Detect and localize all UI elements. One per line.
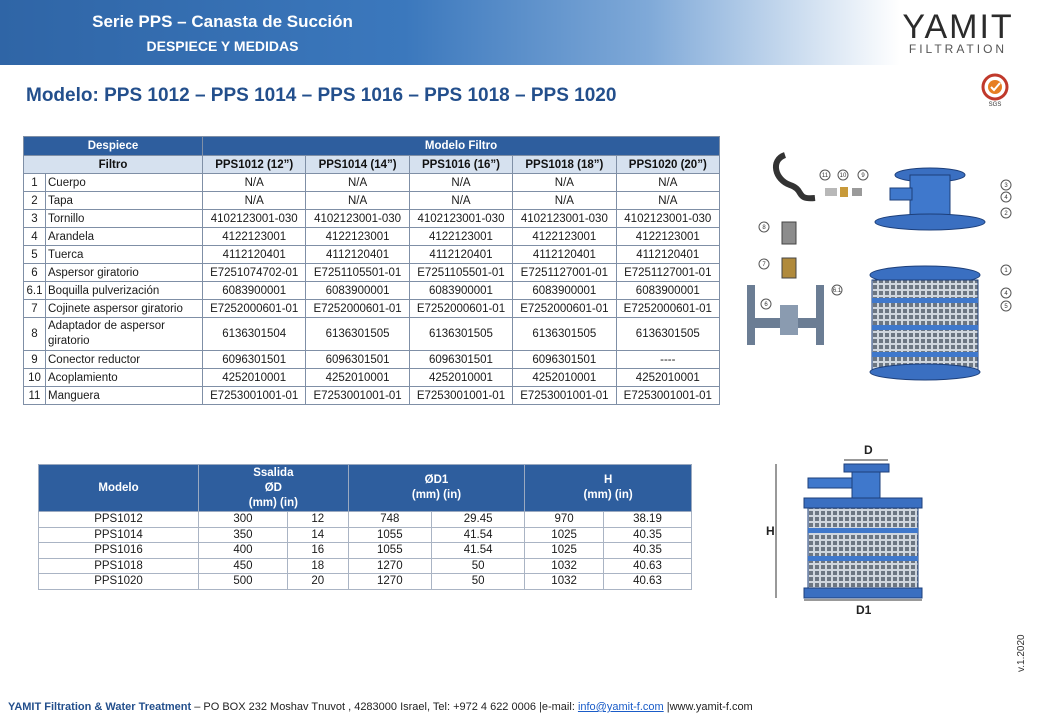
- part-code: 6083900001: [306, 282, 409, 300]
- callout-label: 2: [1004, 211, 1008, 217]
- dims-value: 14: [287, 527, 348, 543]
- part-code: E7252000601-01: [306, 300, 409, 318]
- part-number: 7: [24, 300, 46, 318]
- part-code: N/A: [616, 192, 719, 210]
- part-code: 6136301505: [409, 318, 512, 351]
- dim-label-d1: D1: [856, 603, 872, 617]
- parts-table-body: [24, 174, 720, 405]
- table-row: [24, 264, 720, 282]
- table-row: [24, 228, 720, 246]
- part-code: E7253001001-01: [306, 387, 409, 405]
- part-code: 4122123001: [513, 228, 616, 246]
- dims-header-d1-label: ØD1: [424, 474, 449, 486]
- part-code: 4102123001-030: [616, 210, 719, 228]
- parts-header-model: PPS1014 (14”): [306, 156, 409, 174]
- part-code: E7252000601-01: [409, 300, 512, 318]
- parts-header-modelo: Modelo Filtro: [203, 137, 720, 156]
- dims-value: 1025: [525, 543, 604, 559]
- dims-value: 450: [199, 558, 288, 574]
- table-row: [24, 246, 720, 264]
- dims-value: 970: [525, 512, 604, 528]
- dims-value: 12: [287, 512, 348, 528]
- model-title: Modelo: PPS 1012 – PPS 1014 – PPS 1016 – PPS 1018 – PPS 1020: [26, 85, 617, 106]
- dims-value: 41.54: [431, 527, 524, 543]
- callout-label: 6: [764, 302, 768, 308]
- dims-value: 16: [287, 543, 348, 559]
- part-code: 4252010001: [203, 369, 306, 387]
- part-number: 2: [24, 192, 46, 210]
- dims-value: 40.63: [603, 574, 691, 590]
- dims-value: 20: [287, 574, 348, 590]
- dims-header-d1: [348, 465, 525, 512]
- part-code: 4102123001-030: [306, 210, 409, 228]
- part-code: N/A: [306, 174, 409, 192]
- parts-header-model: PPS1020 (20”): [616, 156, 719, 174]
- footer: [8, 701, 753, 713]
- part-code: 6083900001: [203, 282, 306, 300]
- dims-header-d-units: (mm) (in): [248, 496, 298, 509]
- dims-value: 300: [199, 512, 288, 528]
- part-number: 10: [24, 369, 46, 387]
- table-row: [24, 351, 720, 369]
- part-number: 9: [24, 351, 46, 369]
- part-code: N/A: [616, 174, 719, 192]
- dims-value: 38.19: [603, 512, 691, 528]
- part-number: 8: [24, 318, 46, 351]
- hose-shape: [776, 155, 815, 198]
- dims-header-h-units: (mm) (in): [583, 489, 633, 501]
- dims-header-d: [199, 465, 349, 512]
- part-number: 5: [24, 246, 46, 264]
- dims-value: 18: [287, 558, 348, 574]
- parts-header-despiece: Despiece: [24, 137, 203, 156]
- part-number: 6.1: [24, 282, 46, 300]
- part-name: Tornillo: [46, 210, 203, 228]
- table-row: [24, 282, 720, 300]
- table-row: [24, 369, 720, 387]
- part-code: 4112120401: [306, 246, 409, 264]
- part-number: 1: [24, 174, 46, 192]
- page-subtitle: DESPIECE Y MEDIDAS: [146, 38, 299, 54]
- table-row: [24, 300, 720, 318]
- part-code: 4112120401: [616, 246, 719, 264]
- part-code: 4112120401: [203, 246, 306, 264]
- dims-value: 1025: [525, 527, 604, 543]
- dims-header-modelo: Modelo: [39, 465, 199, 512]
- dimensions-table-body: [39, 512, 692, 590]
- logo-tagline: FILTRATION: [908, 42, 1008, 56]
- part-name: Adaptador de aspersor giratorio: [46, 318, 203, 351]
- dims-value: 400: [199, 543, 288, 559]
- table-row: [39, 574, 692, 590]
- part-code: 4252010001: [409, 369, 512, 387]
- part-code: 6096301501: [306, 351, 409, 369]
- footer-web: |www.yamit-f.com: [663, 701, 753, 713]
- part-number: 4: [24, 228, 46, 246]
- part-code: N/A: [203, 192, 306, 210]
- callout-label: 11: [821, 173, 829, 179]
- parts-header-model: PPS1016 (16”): [409, 156, 512, 174]
- table-row: [39, 527, 692, 543]
- dims-value: 748: [348, 512, 431, 528]
- part-code: 6136301504: [203, 318, 306, 351]
- part-name: Arandela: [46, 228, 203, 246]
- callout-label: 8: [762, 225, 766, 231]
- yamit-logo: [893, 8, 1023, 58]
- part-name: Aspersor giratorio: [46, 264, 203, 282]
- parts-header-model: PPS1012 (12”): [203, 156, 306, 174]
- part-name: Conector reductor: [46, 351, 203, 369]
- callout-label: 4: [1004, 195, 1008, 201]
- dims-value: 1055: [348, 527, 431, 543]
- part-number: 3: [24, 210, 46, 228]
- table-row: [39, 512, 692, 528]
- part-code: 4112120401: [409, 246, 512, 264]
- dims-value: 1270: [348, 558, 431, 574]
- parts-header-filtro: Filtro: [24, 156, 203, 174]
- dims-value: 40.35: [603, 527, 691, 543]
- callout-label: 1: [1004, 268, 1008, 274]
- table-row: [24, 210, 720, 228]
- version-label: v.1.2020: [1016, 634, 1027, 672]
- part-code: 4122123001: [616, 228, 719, 246]
- part-code: 4122123001: [409, 228, 512, 246]
- dim-label-d: D: [864, 443, 873, 457]
- part-code: 6083900001: [616, 282, 719, 300]
- part-code: E7253001001-01: [203, 387, 306, 405]
- dims-value: 500: [199, 574, 288, 590]
- callout-label: 10: [839, 173, 847, 179]
- part-code: N/A: [409, 174, 512, 192]
- part-code: 4252010001: [616, 369, 719, 387]
- part-code: E7251105501-01: [409, 264, 512, 282]
- footer-email-link[interactable]: info@yamit-f.com: [577, 701, 664, 713]
- logo-name: YAMIT: [902, 8, 1014, 46]
- part-code: N/A: [513, 192, 616, 210]
- part-code: 6096301501: [203, 351, 306, 369]
- table-row: [39, 543, 692, 559]
- part-name: Tapa: [46, 192, 203, 210]
- header-banner: [0, 0, 900, 65]
- dims-model: PPS1018: [39, 558, 199, 574]
- dims-header-h-label: H: [603, 474, 613, 486]
- callout-label: 5: [1004, 304, 1008, 310]
- part-number: 6: [24, 264, 46, 282]
- part-code: E7253001001-01: [409, 387, 512, 405]
- sgs-certification-icon: [977, 72, 1013, 108]
- table-row: [24, 387, 720, 405]
- part-code: E7252000601-01: [203, 300, 306, 318]
- dims-value: 40.35: [603, 543, 691, 559]
- callout-label: 6.1: [832, 288, 842, 294]
- footer-brand: YAMIT Filtration & Water Treatment: [8, 701, 192, 713]
- part-code: 4252010001: [513, 369, 616, 387]
- part-code: 4122123001: [306, 228, 409, 246]
- part-code: 4252010001: [306, 369, 409, 387]
- sgs-label: SGS: [988, 102, 1002, 108]
- dim-label-h: H: [766, 524, 775, 538]
- table-row: [39, 558, 692, 574]
- dims-value: 50: [431, 558, 524, 574]
- part-code: N/A: [409, 192, 512, 210]
- part-code: E7253001001-01: [616, 387, 719, 405]
- part-code: 6096301501: [409, 351, 512, 369]
- dimensions-table: [38, 464, 692, 590]
- page-title: Serie PPS – Canasta de Succión: [92, 12, 353, 31]
- part-name: Manguera: [46, 387, 203, 405]
- part-code: E7251127001-01: [616, 264, 719, 282]
- part-code: 4102123001-030: [409, 210, 512, 228]
- dims-value: 1055: [348, 543, 431, 559]
- callout-label: 7: [762, 262, 766, 268]
- callout-label: 3: [1004, 183, 1008, 189]
- part-code: E7252000601-01: [513, 300, 616, 318]
- part-code: 6096301501: [513, 351, 616, 369]
- dims-header-d1-units: (mm) (in): [411, 489, 462, 501]
- part-name: Cuerpo: [46, 174, 203, 192]
- part-name: Cojinete aspersor giratorio: [46, 300, 203, 318]
- dims-value: 50: [431, 574, 524, 590]
- part-code: E7251127001-01: [513, 264, 616, 282]
- dims-value: 40.63: [603, 558, 691, 574]
- dims-value: 1032: [525, 574, 604, 590]
- dims-header-h: [525, 465, 692, 512]
- exploded-view-drawing: [740, 140, 1030, 400]
- part-code: 6083900001: [513, 282, 616, 300]
- dims-value: 350: [199, 527, 288, 543]
- part-code: 6136301505: [306, 318, 409, 351]
- part-code: N/A: [203, 174, 306, 192]
- dims-value: 1032: [525, 558, 604, 574]
- dims-model: PPS1012: [39, 512, 199, 528]
- part-name: Tuerca: [46, 246, 203, 264]
- dims-header-d-line1: Ssalida: [253, 466, 294, 479]
- dims-model: PPS1020: [39, 574, 199, 590]
- table-row: [24, 318, 720, 351]
- part-code: E7251074702-01: [203, 264, 306, 282]
- part-code: 6136301505: [513, 318, 616, 351]
- part-code: N/A: [306, 192, 409, 210]
- part-code: E7252000601-01: [616, 300, 719, 318]
- dimension-drawing: [760, 438, 935, 618]
- part-code: 6083900001: [409, 282, 512, 300]
- table-row: [24, 192, 720, 210]
- part-code: E7253001001-01: [513, 387, 616, 405]
- part-name: Boquilla pulverización: [46, 282, 203, 300]
- part-code: E7251105501-01: [306, 264, 409, 282]
- part-code: 4112120401: [513, 246, 616, 264]
- part-number: 11: [24, 387, 46, 405]
- dims-value: 1270: [348, 574, 431, 590]
- part-code: 4122123001: [203, 228, 306, 246]
- part-code: 4102123001-030: [513, 210, 616, 228]
- callout-label: 9: [861, 173, 865, 179]
- parts-header-model: PPS1018 (18”): [513, 156, 616, 174]
- part-code: 6136301505: [616, 318, 719, 351]
- footer-address: – PO BOX 232 Moshav Tnuvot , 4283000 Israel, Tel: +972 4 622 0006 |e-mail:: [191, 701, 578, 713]
- part-name: Acoplamiento: [46, 369, 203, 387]
- part-code: ----: [616, 351, 719, 369]
- part-code: N/A: [513, 174, 616, 192]
- dims-model: PPS1014: [39, 527, 199, 543]
- dims-value: 41.54: [431, 543, 524, 559]
- dims-model: PPS1016: [39, 543, 199, 559]
- part-code: 4102123001-030: [203, 210, 306, 228]
- parts-table: [23, 136, 720, 405]
- dims-value: 29.45: [431, 512, 524, 528]
- table-row: [24, 174, 720, 192]
- callout-label: 4: [1004, 291, 1008, 297]
- dims-header-d-line2: ØD: [264, 481, 282, 494]
